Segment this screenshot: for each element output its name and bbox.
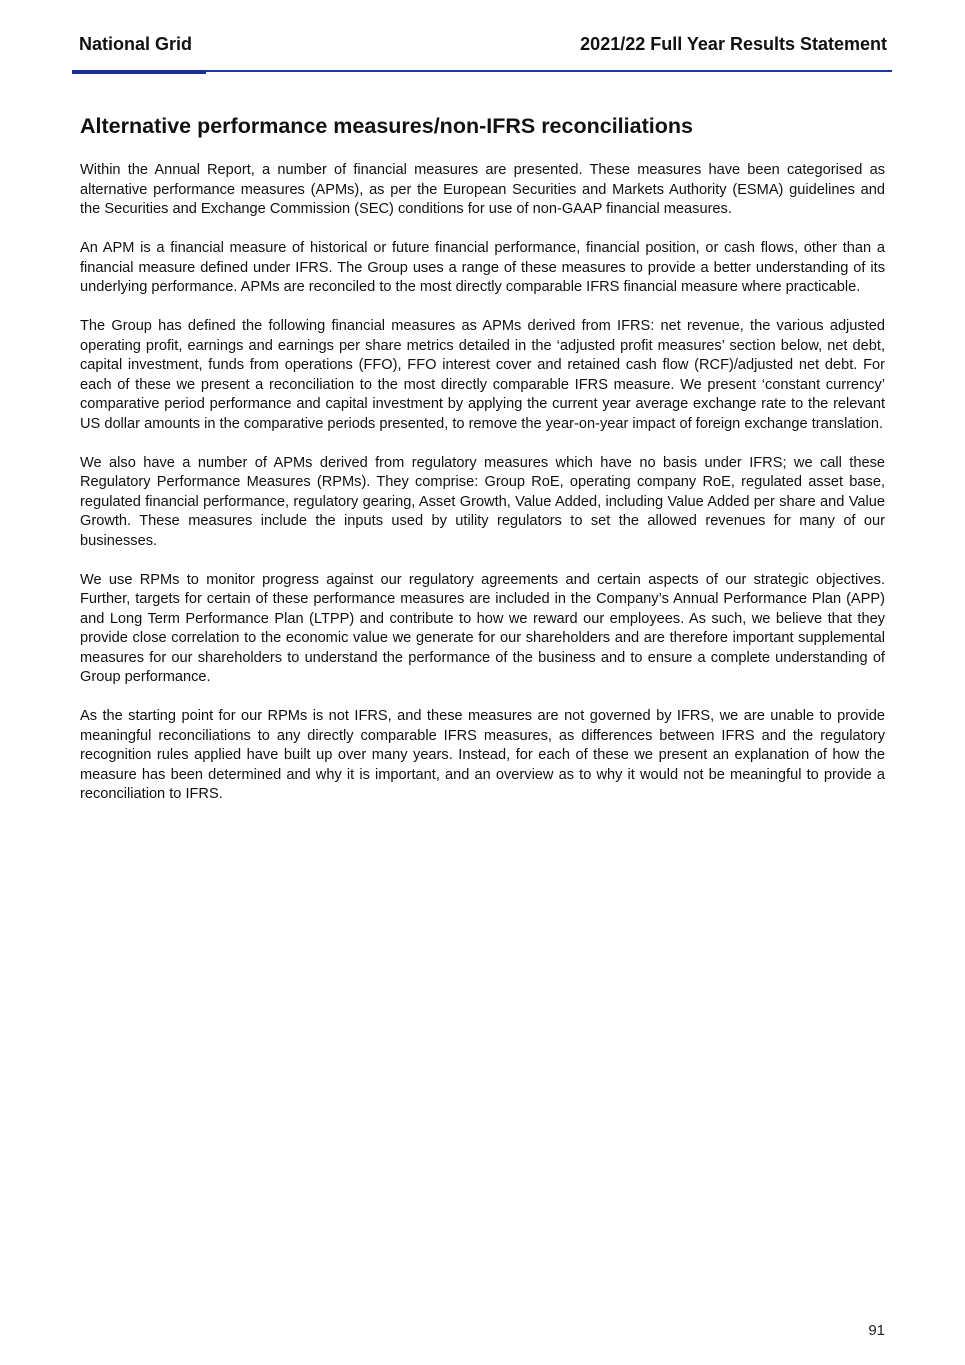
paragraph-rpms-definition: We also have a number of APMs derived from regulatory measures which have no basis under IFRS; we call these Regulatory Performance Measures (RPMs). They comprise: Group RoE, operating company RoE, regulated asset base, regulated financial performance, regulatory gearing, Asset Growth, Value Added, including Value Added per share and Value Growth. These measures include the inputs used by utility regulators to set the allowed revenues for many of our businesses. bbox=[80, 454, 885, 549]
paragraph-rpms-usage: We use RPMs to monitor progress against our regulatory agreements and certain aspects of our strategic objectives. Further, targets for certain of these performance measures are included in the Company’s Annual Performance Plan (APP) and Long Term Performance Plan (LTPP) and contribute to how we reward our employees. As such, we believe that they provide close correlation to the economic value we generate for our shareholders and are therefore important supplemental measures for our shareholders to understand the performance of the business and to ensure a complete understanding of Group performance. bbox=[80, 571, 885, 685]
paragraph-rpms-reconciliation: As the starting point for our RPMs is not IFRS, and these measures are not governed by IFRS, we are unable to provide meaningful reconciliations to any directly comparable IFRS measures, as differences between IFRS and the regulatory recognition rules applied have built up over many years. Instead, for each of these we present an explanation of how the measure has been determined and why it is important, and an overview as to why it would not be meaningful to provide a reconciliation to IFRS. bbox=[80, 708, 885, 802]
paragraph-apm-definition: An APM is a financial measure of historical or future financial performance, financial position, or cash flows, other than a financial measure defined under IFRS. The Group uses a range of these measures to provide a better understanding of its underlying performance. APMs are reconciled to the most directly comparable IFRS financial measure where practicable. bbox=[80, 240, 885, 295]
paragraph-apm-intro: Within the Annual Report, a number of financial measures are presented. These measures have been categorised as alternative performance measures (APMs), as per the European Securities and Markets Authority (ESMA) guidelines and the Securities and Exchange Commission (SEC) conditions for use of non-GAAP financial measures. bbox=[80, 162, 885, 217]
document-title: 2021/22 Full Year Results Statement bbox=[580, 34, 887, 54]
paragraph-apms-from-ifrs: The Group has defined the following financial measures as APMs derived from IFRS: net revenue, the various adjusted operating profit, earnings and earnings per share metrics detailed in the ‘adjusted profit measures’ section below, net debt, capital investment, funds from operations (FFO), FFO interest cover and retained cash flow (RCF)/adjusted net debt. For each of these we present a reconciliation to the most directly comparable IFRS measure. We present ‘constant currency’ comparative period performance and capital investment by applying the current year average exchange rate to the relevant US dollar amounts in the comparative periods presented, to remove the year-on-year impact of foreign exchange translation. bbox=[80, 318, 885, 432]
header-accent-bar bbox=[72, 70, 206, 74]
company-name: National Grid bbox=[79, 34, 193, 54]
section-title: Alternative performance measures/non-IFRS reconciliations bbox=[80, 114, 693, 138]
section-body bbox=[80, 161, 885, 824]
page-number: 91 bbox=[868, 1322, 885, 1339]
